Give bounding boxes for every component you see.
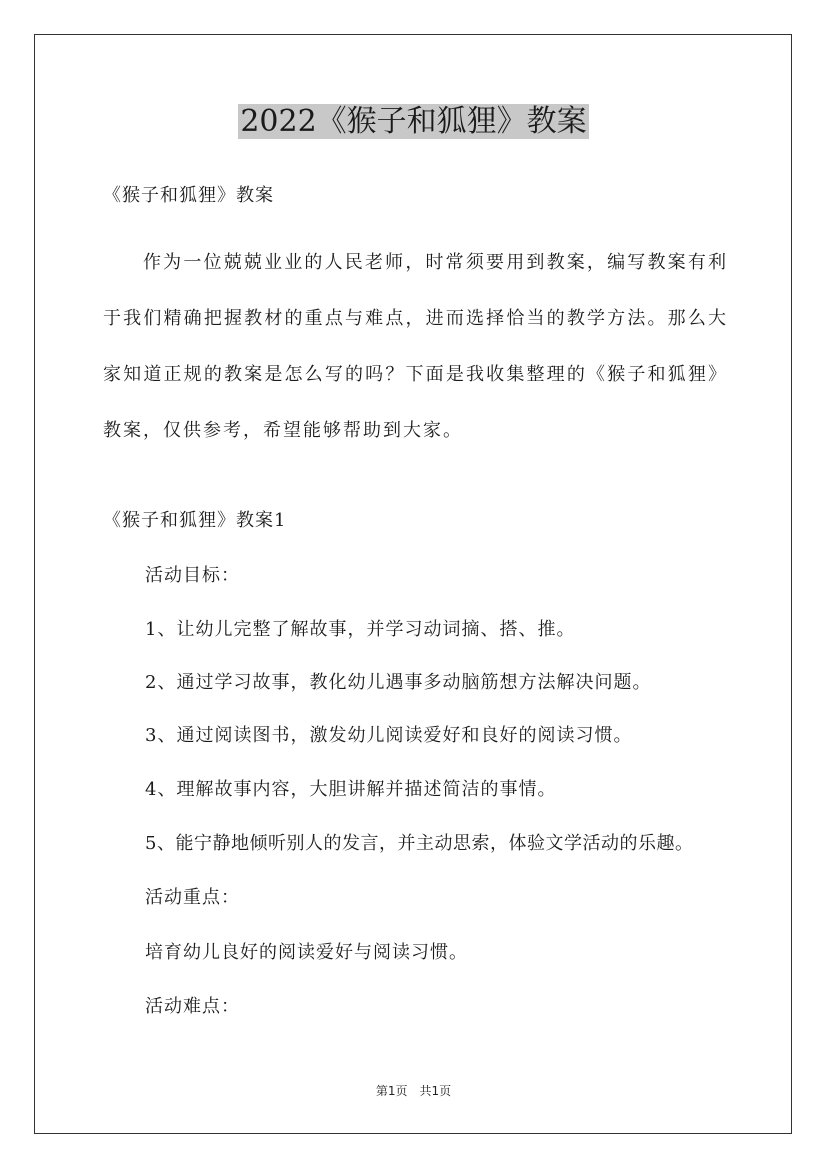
difficulty-label: 活动难点：	[145, 996, 240, 1017]
document-title-text: 2022《猴子和狐狸》教案	[240, 104, 587, 139]
document-subtitle: 《猴子和狐狸》教案	[103, 185, 274, 206]
document-title	[0, 100, 827, 144]
goal-item: 1、让幼儿完整了解故事，并学习动词摘、搭、推。	[145, 619, 576, 640]
goal-item: 2、通过学习故事，教化幼儿遇事多动脑筋想方法解决问题。	[145, 672, 652, 693]
intro-paragraph: 作为一位兢兢业业的人民老师，时常须要用到教案，编写教案有利于我们精确把握教材的重点与难点，进而选择恰当的教学方法。那么大家知道正规的教案是怎么写的吗？下面是我收集整理的《猴子和狐狸》教案，仅供参考，希望能够帮助到大家。	[103, 252, 728, 441]
key-label: 活动重点：	[145, 887, 240, 908]
goals-label: 活动目标：	[145, 565, 240, 586]
section-heading: 《猴子和狐狸》教案1	[103, 510, 287, 531]
goal-item: 5、能宁静地倾听别人的发言，并主动思索，体验文学活动的乐趣。	[145, 833, 694, 854]
key-text: 培育幼儿良好的阅读爱好与阅读习惯。	[145, 942, 468, 963]
goal-item: 3、通过阅读图书，激发幼儿阅读爱好和良好的阅读习惯。	[145, 725, 633, 746]
goal-item: 4、理解故事内容，大胆讲解并描述简洁的事情。	[145, 779, 557, 800]
page-footer: 第1页 共1页	[375, 1084, 452, 1098]
